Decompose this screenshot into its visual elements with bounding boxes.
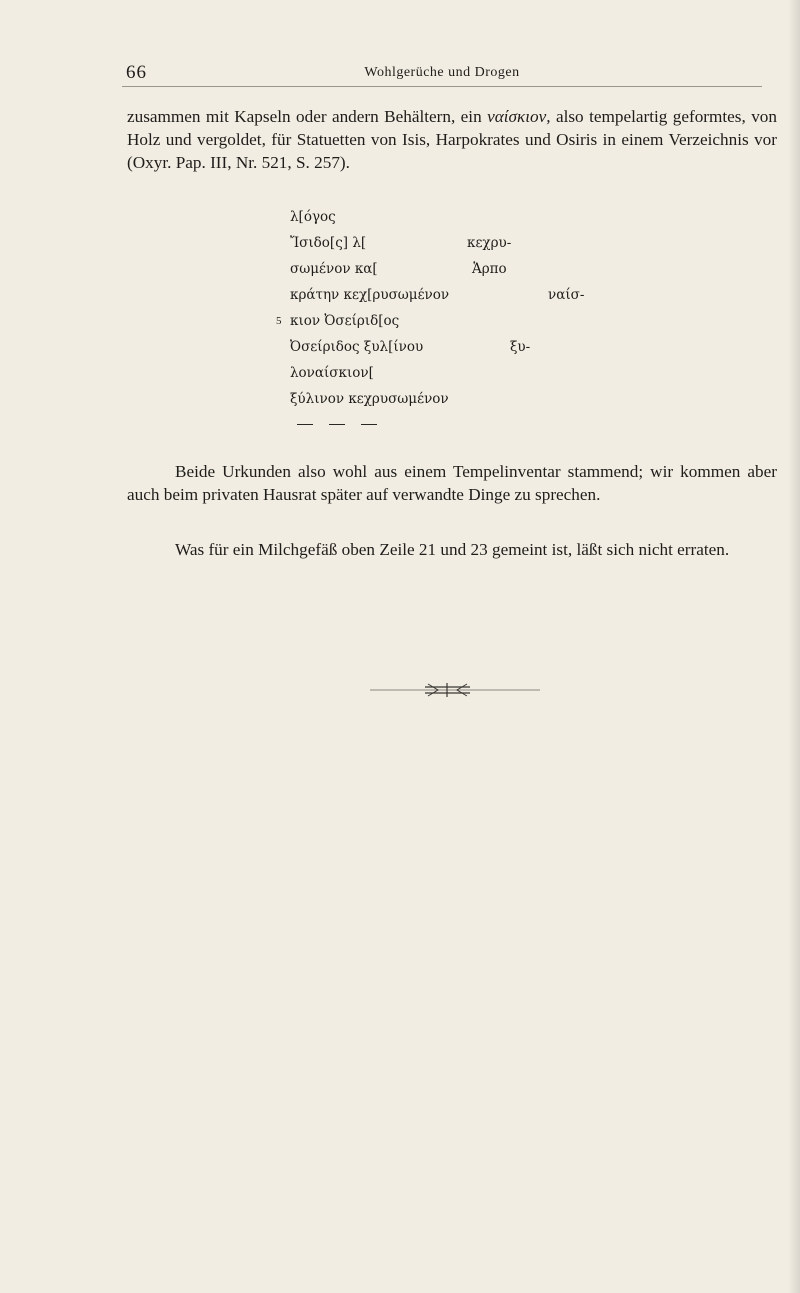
greek-line — [290, 256, 630, 282]
greek-line-continuation: ναίσ- — [548, 287, 585, 303]
greek-line-text: ξύλινον κεχρυσωμένον — [290, 391, 449, 407]
greek-line-text: σωμένον κα[ — [290, 261, 378, 277]
line-number: 5 — [276, 315, 282, 327]
greek-line-text: λ[όγος — [290, 209, 336, 225]
greek-line-text: Ἴσιδο[ς] λ[ — [290, 235, 367, 251]
dash — [329, 424, 345, 426]
running-title: Wohlgerüche und Drogen — [364, 65, 520, 80]
page-edge-shadow — [788, 0, 800, 1293]
greek-line-text: Ὀσείριδος ξυλ[ίνου — [290, 339, 424, 355]
paragraph-conclusion: Beide Urkunden also wohl aus einem Tempelinventar stammend; wir kommen aber auch beim privaten Hausrat später auf verwandte Dinge zu sprechen. — [127, 462, 777, 504]
greek-line-text: κιον Ὀσείριδ[ος — [290, 313, 400, 329]
greek-line-continuation: Ἁρπο — [472, 261, 507, 277]
greek-line — [290, 386, 630, 412]
greek-line — [290, 282, 630, 308]
page-number: 66 — [126, 62, 147, 83]
page-header — [122, 62, 762, 87]
greek-line-text: λοναίσκιον[ — [290, 365, 374, 381]
greek-line — [290, 334, 630, 360]
greek-line — [276, 308, 630, 334]
dash — [361, 424, 377, 426]
paragraph-intro — [127, 105, 777, 174]
greek-line — [290, 360, 630, 386]
omission-dashes — [297, 424, 387, 426]
greek-line — [290, 204, 630, 230]
paragraph-intro-text-end: also tempelartig geformtes, von Holz und vergoldet, für Statuetten von Isis, Harpokrates und Osiris in einem Verzeichnis vor (Oxyr. Pap. III, Nr. 521, S. 257). — [127, 107, 777, 172]
greek-line-continuation: ξυ- — [510, 339, 531, 355]
greek-line-text: κράτην κεχ[ρυσωμένον — [290, 287, 450, 303]
greek-line — [290, 230, 630, 256]
greek-line-continuation: κεχρυ- — [467, 235, 512, 251]
paragraph-milk-vessel: Was für ein Milchgefäß oben Zeile 21 und 23 gemeint ist, läßt sich nicht erraten. — [175, 540, 730, 559]
section-end-ornament — [370, 680, 540, 700]
paragraph-intro-text-start: zusammen mit Kapseln oder andern Behältern, ein — [127, 107, 488, 126]
greek-term: ναίσκιον, — [487, 107, 551, 126]
dash — [297, 424, 313, 426]
